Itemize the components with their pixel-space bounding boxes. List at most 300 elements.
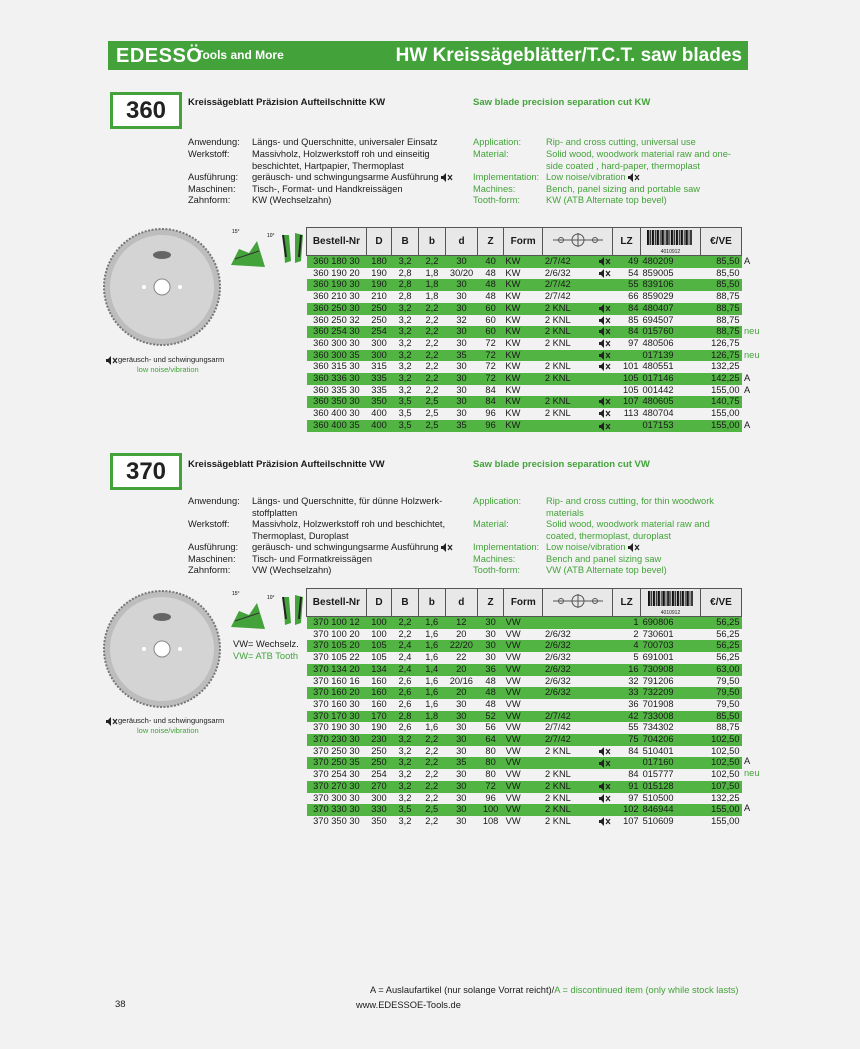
col-bore: d	[445, 228, 477, 256]
col-tooth-form: Form	[503, 228, 542, 256]
spec-label-en: Material:	[473, 519, 509, 529]
diameter: 250	[366, 303, 391, 315]
tooth-profile-icon	[229, 589, 309, 631]
diameter: 300	[371, 792, 387, 803]
tooth-form: VW	[504, 617, 543, 629]
table-row	[307, 385, 742, 397]
ean: 730908	[641, 664, 701, 676]
teeth: 48	[485, 291, 496, 302]
mounting-holes: 2/7/42	[543, 279, 613, 291]
mounting-holes-icon	[549, 594, 607, 608]
price: 85,50	[700, 279, 741, 291]
price: 102,50	[700, 734, 741, 746]
status-badge	[744, 408, 760, 420]
spec-value: geräusch- und schwingungsarme Ausführung	[252, 172, 457, 184]
noise-note-de: geräusch- und schwingungsarm	[118, 355, 225, 364]
teeth: 72	[485, 337, 496, 348]
status-badge	[744, 338, 760, 350]
plate-thickness: 1,6	[418, 617, 445, 629]
status-column-370	[744, 616, 760, 827]
mounting-holes: 2 KNL	[543, 326, 613, 338]
kerf-width: 3,2	[398, 815, 412, 826]
status-badge	[744, 279, 760, 291]
tooth-form: VW	[505, 628, 521, 639]
order-number: 360 250 30	[307, 303, 367, 315]
ean: 017153	[641, 420, 701, 432]
diameter: 100	[366, 617, 391, 629]
plate-thickness: 2,5	[419, 420, 446, 432]
bore: 30	[456, 291, 467, 302]
noise-note-en: low noise/vibration	[137, 725, 199, 735]
status-badge	[744, 686, 760, 698]
ean: 015760	[641, 326, 701, 338]
bore: 30	[445, 804, 477, 816]
teeth: 60	[478, 303, 504, 315]
ean: 733008	[641, 711, 701, 723]
plate-thickness: 1,4	[418, 664, 445, 676]
teeth: 72	[478, 373, 504, 385]
bore: 30	[445, 373, 477, 385]
table-row	[307, 757, 742, 769]
tooth-form: VW	[504, 781, 543, 793]
kerf-width: 3,2	[398, 769, 412, 780]
plate-thickness: 2,2	[425, 384, 439, 395]
mounting-holes: 2 KNL	[543, 373, 613, 385]
ean: 700703	[641, 640, 701, 652]
price: 88,75	[716, 314, 740, 325]
order-number: 370 160 20	[307, 687, 367, 699]
mounting-holes: 2 KNL	[543, 361, 613, 373]
tooth-form: VW	[505, 652, 521, 663]
kerf-width: 3,2	[392, 734, 419, 746]
kerf-width: 2,8	[398, 291, 412, 302]
plate-thickness: 2,2	[419, 256, 446, 268]
table-row	[307, 303, 742, 315]
spec-label-en: Implementation:	[473, 542, 540, 552]
table-row	[307, 746, 742, 758]
spec-value: Massivholz, Holzwerkstoff roh und einseitig beschichtet, Hartpapier, Thermoplast	[252, 149, 430, 171]
table-row	[307, 420, 742, 432]
table-row	[307, 699, 742, 711]
tooth-form: VW	[504, 734, 543, 746]
bore: 30	[456, 384, 467, 395]
tooth-profile-icon	[229, 227, 309, 269]
plate-thickness: 2,2	[425, 769, 439, 780]
price: 88,75	[716, 722, 740, 733]
price: 79,50	[700, 687, 741, 699]
tooth-form: KW	[505, 337, 521, 348]
bore: 35	[445, 757, 477, 769]
bore: 30	[456, 698, 467, 709]
order-number: 370 230 30	[307, 734, 367, 746]
teeth: 30	[485, 628, 496, 639]
kerf-width: 2,2	[398, 628, 412, 639]
speaker-mute-icon	[599, 409, 611, 418]
lz: 36	[628, 698, 639, 709]
bore: 30	[456, 722, 467, 733]
section-heading-en: Saw blade precision separation cut VW	[473, 459, 650, 470]
status-badge: neu	[744, 349, 760, 360]
table-row	[307, 350, 742, 362]
plate-thickness: 2,5	[425, 408, 439, 419]
kerf-width: 3,2	[392, 326, 419, 338]
ean: 510500	[642, 792, 674, 803]
plate-thickness: 2,2	[418, 757, 445, 769]
lz: 2	[633, 628, 639, 639]
table-row	[307, 804, 742, 816]
spec-label: Maschinen:	[188, 554, 236, 564]
price: 126,75	[711, 337, 740, 348]
angle-label: 10°	[267, 595, 275, 601]
bore: 20	[445, 664, 477, 676]
order-number: 370 134 20	[307, 664, 367, 676]
plate-thickness: 1,8	[425, 267, 439, 278]
col-bore: d	[445, 589, 477, 617]
diameter: 335	[366, 373, 391, 385]
mounting-holes: 2/7/42	[543, 256, 613, 268]
kerf-width: 3,5	[392, 804, 419, 816]
spec-label-en: Tooth-form:	[473, 565, 521, 575]
ean: 480407	[641, 303, 701, 315]
table-row	[307, 291, 742, 303]
status-badge	[744, 815, 760, 827]
lz: 102	[613, 804, 641, 816]
order-number: 370 300 30	[313, 792, 360, 803]
ean: 480506	[642, 337, 674, 348]
price: 85,50	[700, 256, 741, 268]
tooth-form: VW	[504, 804, 543, 816]
plate-thickness: 1,8	[419, 279, 446, 291]
bore: 30	[456, 361, 467, 372]
teeth: 60	[478, 326, 504, 338]
col-order-number: Bestell-Nr	[307, 228, 367, 256]
plate-thickness: 2,2	[425, 792, 439, 803]
bore: 20	[456, 628, 467, 639]
bore: 12	[445, 617, 477, 629]
status-badge	[744, 639, 760, 651]
status-badge	[744, 616, 760, 628]
status-badge: A	[744, 803, 751, 814]
bore: 30	[456, 769, 467, 780]
table-row	[307, 279, 742, 291]
ean: 734302	[642, 722, 674, 733]
ean: 730601	[642, 628, 674, 639]
website-link[interactable]: www.EDESSOE-Tools.de	[356, 1000, 461, 1010]
kerf-width: 2,8	[392, 711, 419, 723]
ean: 017139	[641, 350, 701, 362]
table-row	[307, 687, 742, 699]
mounting-holes	[543, 757, 613, 769]
teeth: 64	[478, 734, 504, 746]
spec-value-en: Bench, panel sizing and portable saw	[546, 184, 701, 194]
status-badge: A	[744, 756, 751, 767]
table-row	[307, 361, 742, 373]
spec-value: Tisch- und Formatkreissägen	[252, 554, 373, 564]
speaker-mute-icon	[599, 316, 611, 325]
ean: 694507	[642, 314, 674, 325]
teeth: 96	[485, 792, 496, 803]
diameter: 190	[366, 279, 391, 291]
mounting-holes: 2/7/42	[543, 734, 613, 746]
kerf-width: 3,2	[392, 256, 419, 268]
speaker-mute-icon	[628, 543, 640, 552]
tooth-form: VW	[504, 640, 543, 652]
kerf-width: 2,8	[392, 279, 419, 291]
lz: 84	[613, 326, 641, 338]
tooth-form: KW	[503, 303, 542, 315]
bore: 30	[445, 781, 477, 793]
ean: 859029	[642, 291, 674, 302]
lz: 16	[613, 664, 641, 676]
plate-thickness: 1,6	[425, 628, 439, 639]
diameter: 105	[371, 652, 387, 663]
spec-value-en: Solid wood, woodwork material raw and one-side coated , hard-paper, thermoplast	[546, 149, 731, 171]
status-badge: A	[744, 373, 751, 384]
plate-thickness: 2,2	[425, 337, 439, 348]
kerf-width: 3,2	[398, 792, 412, 803]
lz	[613, 350, 641, 362]
kerf-width: 2,4	[392, 664, 419, 676]
table-row	[307, 373, 742, 385]
tooth-form: VW	[504, 664, 543, 676]
speaker-mute-icon	[599, 327, 611, 336]
ean: 846944	[641, 804, 701, 816]
ean: 017146	[641, 373, 701, 385]
speaker-mute-icon	[599, 817, 611, 826]
ean: 017160	[641, 757, 701, 769]
spec-label: Werkstoff:	[188, 519, 230, 529]
kerf-width: 3,2	[392, 781, 419, 793]
diameter: 350	[371, 815, 387, 826]
price: 102,50	[711, 745, 740, 756]
spec-label: Werkstoff:	[188, 149, 230, 159]
kerf-width: 3,2	[392, 373, 419, 385]
order-number: 370 100 12	[307, 617, 367, 629]
spec-label: Ausführung:	[188, 172, 239, 182]
lz: 55	[613, 279, 641, 291]
spec-label-en: Implementation:	[473, 172, 540, 182]
kerf-width: 2,6	[398, 675, 412, 686]
diameter: 315	[371, 361, 387, 372]
ean: 480704	[642, 408, 674, 419]
table-row	[307, 315, 742, 327]
spec-value-en: KW (ATB Alternate top bevel)	[546, 195, 667, 205]
tooth-form: VW	[504, 687, 543, 699]
teeth: 48	[478, 687, 504, 699]
diameter: 230	[366, 734, 391, 746]
teeth: 108	[482, 815, 499, 826]
speaker-mute-icon	[599, 759, 611, 768]
ean: 690806	[641, 617, 701, 629]
order-number: 370 350 30	[313, 815, 360, 826]
lz: 107	[623, 815, 639, 826]
spec-value-en: Rip- and cross cutting, for thin woodwork materials	[546, 496, 714, 518]
tooth-form: VW	[505, 675, 521, 686]
brand-logo: EDESSÖ	[116, 45, 203, 67]
plate-thickness: 2,2	[419, 373, 446, 385]
kerf-width: 3,2	[392, 757, 419, 769]
table-row	[307, 711, 742, 723]
plate-thickness: 1,6	[418, 687, 445, 699]
saw-blade-icon	[102, 227, 222, 347]
lz: 75	[613, 734, 641, 746]
tooth-form: KW	[503, 326, 542, 338]
diameter: 250	[371, 314, 387, 325]
col-tooth-form: Form	[504, 589, 543, 617]
teeth: 72	[485, 361, 496, 372]
ean: 859005	[642, 267, 674, 278]
diameter: 105	[366, 640, 391, 652]
lz: 42	[613, 711, 641, 723]
ean: 480209	[641, 256, 701, 268]
ean: 510401	[642, 745, 674, 756]
mounting-holes: 2 KNL	[543, 746, 613, 758]
spec-value-en: VW (ATB Alternate top bevel)	[546, 565, 667, 575]
status-badge	[744, 675, 760, 687]
status-badge	[744, 710, 760, 722]
lz: 33	[613, 687, 641, 699]
barcode-number: 4010912	[660, 248, 681, 255]
lz: 105	[613, 373, 641, 385]
section-heading-en: Saw blade precision separation cut KW	[473, 97, 651, 108]
bore: 22/20	[445, 640, 477, 652]
noise-note	[106, 355, 224, 374]
page-title: HW Kreissägeblätter/T.C.T. saw blades	[395, 45, 742, 66]
mounting-holes: 2/7/42	[544, 722, 571, 733]
speaker-mute-icon	[599, 339, 611, 348]
status-column-360	[744, 256, 760, 432]
lz: 107	[613, 396, 641, 408]
bore: 35	[445, 350, 477, 362]
price: 132,25	[711, 792, 740, 803]
mounting-holes: 2 KNL	[544, 769, 571, 780]
col-teeth: Z	[478, 228, 504, 256]
plate-thickness: 1,6	[418, 640, 445, 652]
table-row	[307, 396, 742, 408]
tooth-form: KW	[503, 396, 542, 408]
lz: 32	[628, 675, 639, 686]
mounting-holes	[543, 617, 613, 629]
tooth-form: KW	[503, 373, 542, 385]
order-number: 370 105 22	[313, 652, 360, 663]
order-number: 360 190 30	[307, 279, 367, 291]
table-row	[307, 338, 742, 350]
diameter: 350	[366, 396, 391, 408]
table-row	[307, 652, 742, 664]
kerf-width: 3,2	[398, 745, 412, 756]
teeth: 30	[478, 640, 504, 652]
bore: 30	[445, 326, 477, 338]
bore: 30	[456, 792, 467, 803]
table-row	[307, 408, 742, 420]
teeth: 80	[485, 769, 496, 780]
speaker-mute-icon	[599, 782, 611, 791]
table-row	[307, 256, 742, 268]
bore: 30	[445, 303, 477, 315]
speaker-mute-icon	[599, 397, 611, 406]
ean: 839106	[641, 279, 701, 291]
mounting-holes: 2 KNL	[543, 396, 613, 408]
tooth-form: KW	[505, 361, 521, 372]
diameter: 250	[371, 745, 387, 756]
price: 85,50	[700, 711, 741, 723]
col-lz: LZ	[613, 589, 641, 617]
noise-note-en: low noise/vibration	[137, 364, 199, 374]
lz: 4	[613, 640, 641, 652]
diameter: 254	[371, 769, 387, 780]
price: 79,50	[716, 675, 740, 686]
table-row	[307, 816, 742, 828]
ean: 691001	[642, 652, 674, 663]
diameter: 270	[366, 781, 391, 793]
table-row	[307, 793, 742, 805]
lz: 84	[613, 303, 641, 315]
spec-value: KW (Wechselzahn)	[252, 195, 332, 205]
order-number: 370 190 30	[313, 722, 360, 733]
mounting-holes: 2 KNL	[543, 408, 613, 420]
tooth-form: VW	[505, 722, 521, 733]
plate-thickness: 1,8	[418, 711, 445, 723]
order-number: 360 400 30	[313, 408, 360, 419]
status-badge: neu	[744, 326, 760, 337]
col-kerf-width: B	[392, 228, 419, 256]
teeth: 48	[478, 279, 504, 291]
mounting-holes: 2/7/42	[544, 291, 571, 302]
price: 155,00	[711, 384, 740, 395]
kerf-width: 2,6	[398, 722, 412, 733]
section-number-370: 370	[110, 453, 182, 490]
spec-label: Anwendung:	[188, 137, 240, 147]
table-row	[307, 326, 742, 338]
mounting-holes: 2 KNL	[543, 303, 613, 315]
plate-thickness: 2,2	[425, 314, 439, 325]
spec-value-en: Rip- and cross cutting, universal use	[546, 137, 696, 147]
col-plate-thickness: b	[418, 589, 445, 617]
plate-thickness: 2,2	[419, 350, 446, 362]
ean: 001442	[642, 384, 674, 395]
lz: 101	[623, 361, 639, 372]
lz	[613, 757, 641, 769]
price: 88,75	[716, 291, 740, 302]
page-number: 38	[115, 999, 126, 1010]
speaker-mute-icon	[628, 173, 640, 182]
kerf-width: 3,2	[398, 361, 412, 372]
order-number: 360 315 30	[313, 361, 360, 372]
spec-value-en: Bench and panel sizing saw	[546, 554, 662, 564]
tooth-form: VW	[504, 757, 543, 769]
table-row	[307, 640, 742, 652]
spec-label: Zahnform:	[188, 565, 231, 575]
price: 155,00	[711, 408, 740, 419]
col-barcode	[641, 228, 701, 256]
status-badge	[744, 628, 760, 640]
teeth: 72	[478, 350, 504, 362]
order-number: 370 250 30	[313, 745, 360, 756]
kerf-width: 3,2	[392, 350, 419, 362]
order-number: 360 350 30	[307, 396, 367, 408]
mounting-holes: 2 KNL	[543, 816, 613, 828]
plate-thickness: 2,2	[418, 781, 445, 793]
order-number: 370 160 30	[313, 698, 360, 709]
noise-note-de: geräusch- und schwingungsarm	[118, 716, 225, 725]
spec-value: Längs- und Querschnitte, universaler Einsatz	[252, 137, 438, 147]
bore: 30	[456, 745, 467, 756]
spec-label: Anwendung:	[188, 496, 240, 506]
kerf-width: 2,8	[398, 267, 412, 278]
mounting-holes: 2/6/32	[544, 675, 571, 686]
tooth-form: KW	[505, 384, 521, 395]
plate-thickness: 1,8	[425, 291, 439, 302]
